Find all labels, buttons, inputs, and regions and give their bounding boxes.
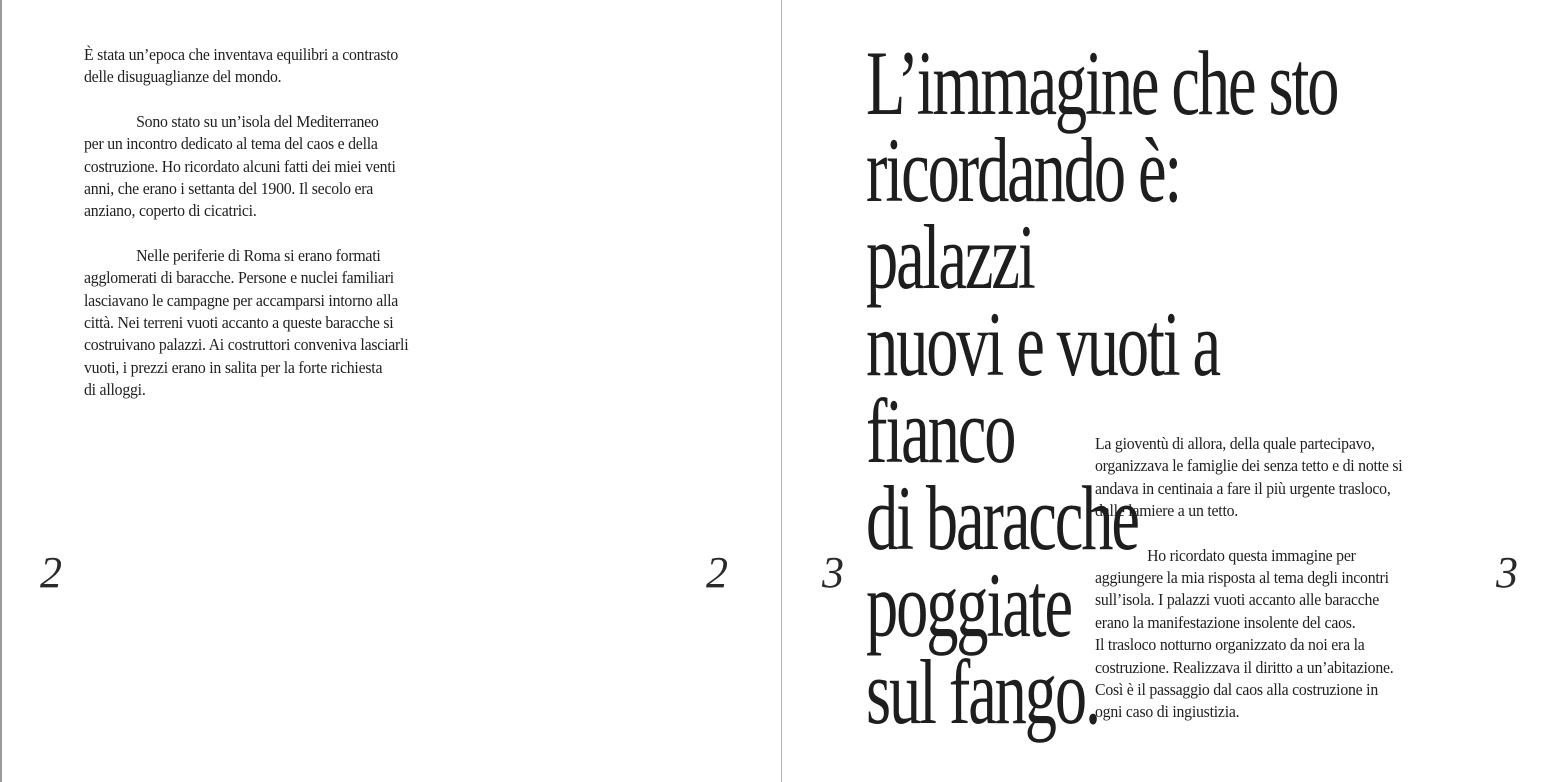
left-paragraph-2: Sono stato su un’isola del Mediterraneo per un incontro dedicato al tema del caos e della costruzione. Ho ricordato alcuni fatti dei miei venti anni, che erano i settanta del 1900. Il secolo era anziano, coperto di cicatrici. [84, 111, 396, 221]
pull-quote-headline: L’immagine che sto ricordando è: palazzi nuovi e vuoti a fianco di baracche poggiate sul fango. [866, 32, 1338, 743]
left-page-number-inner: 2 [706, 548, 728, 597]
right-page [782, 0, 1565, 782]
right-page-number-inner: 3 [822, 548, 844, 597]
left-page-body [84, 44, 493, 402]
left-paragraph-1: È stata un’epoca che inventava equilibri a contrasto delle disuguaglianze del mondo. [84, 45, 399, 87]
right-page-body [1095, 433, 1476, 724]
right-paragraph-1: La gioventù di allora, della quale partecipavo, organizzava le famiglie dei senza tetto e di notte si andava in centinaia a fare il più urgente trasloco, dalle lamiere a un tetto. [1095, 434, 1403, 521]
right-paragraph-2: Ho ricordato questa immagine per aggiungere la mia risposta al tema degli incontri sull’isola. I palazzi vuoti accanto alle baracche erano la manifestazione insolente del caos. Il trasloco notturno organizzato da noi era la costruzione. Realizzava il diritto a un’abitazione. Così è il passaggio dal caos alla costruzione in ogni caso di ingiustizia. [1095, 545, 1394, 722]
right-page-number-outer: 3 [1496, 548, 1518, 597]
left-page [2, 0, 781, 782]
left-page-number-outer: 2 [40, 548, 62, 597]
left-paragraph-3: Nelle periferie di Roma si erano formati agglomerati di baracche. Persone e nuclei familiari lasciavano le campagne per accamparsi intorno alla città. Nei terreni vuoti accanto a queste baracche si costruivano palazzi. Ai costruttori conveniva lasciarli vuoti, i prezzi erano in salita per la forte richiesta di alloggi. [84, 245, 409, 400]
